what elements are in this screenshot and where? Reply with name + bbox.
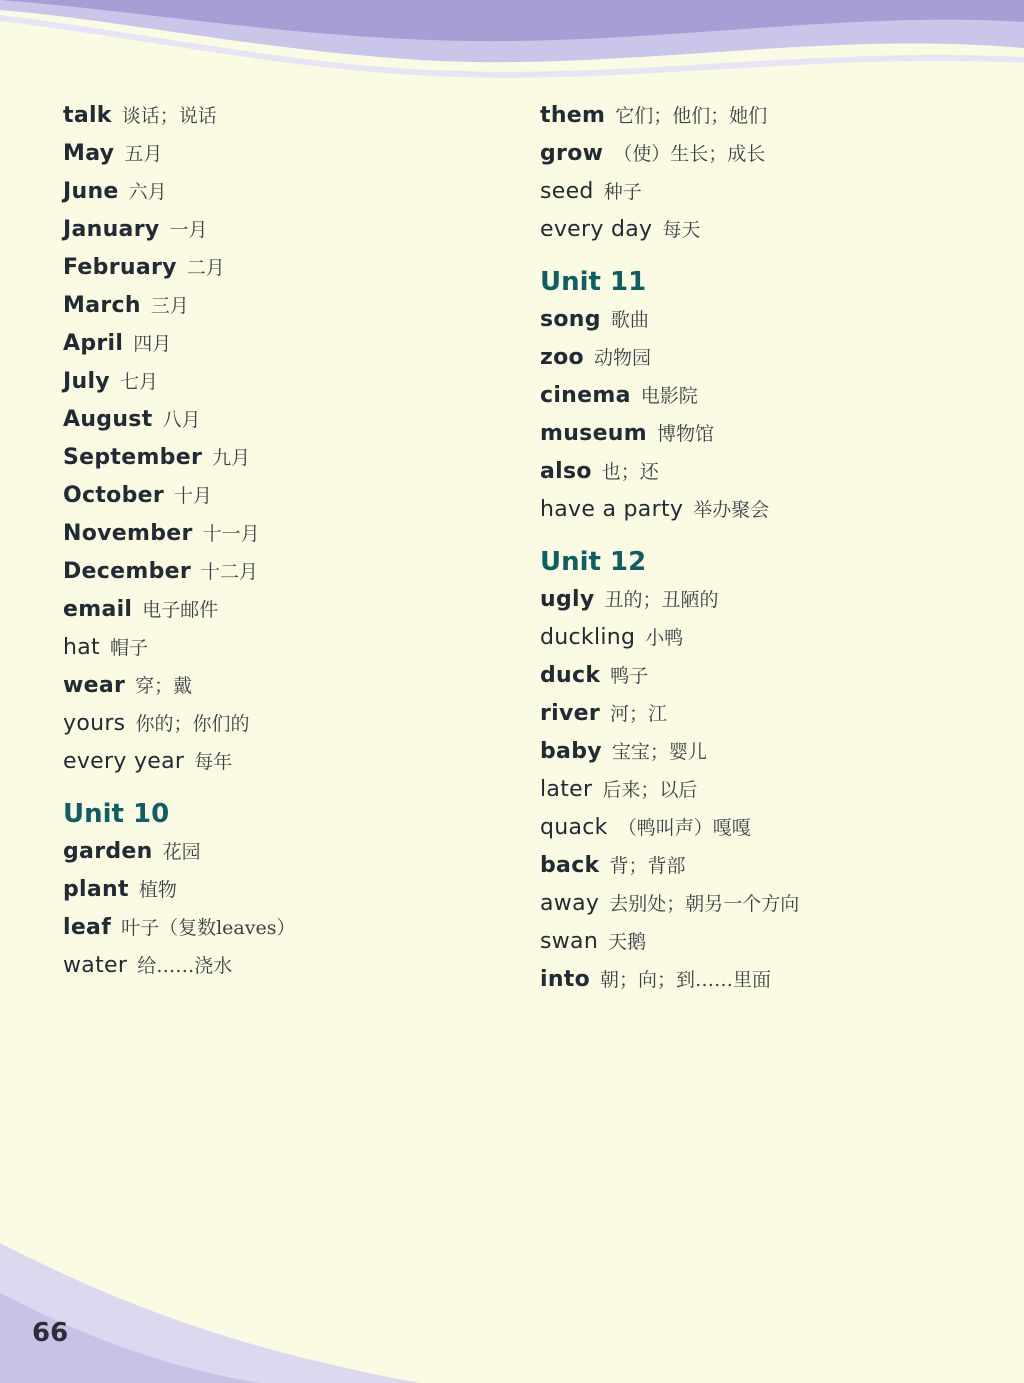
chinese-meaning: 歌曲 (610, 309, 649, 331)
vocabulary-entry (540, 657, 799, 695)
chinese-meaning: 十月 (174, 485, 213, 507)
vocabulary-entry (540, 885, 799, 923)
chinese-meaning: 每天 (662, 219, 701, 241)
english-word: quack (540, 815, 608, 840)
chinese-meaning: 一月 (169, 219, 208, 241)
vocabulary-entry (540, 809, 799, 847)
english-word: garden (63, 839, 153, 864)
english-word: swan (540, 929, 599, 954)
english-word: river (540, 701, 601, 726)
vocabulary-entry (63, 97, 295, 135)
english-word: museum (540, 421, 647, 446)
chinese-meaning: 丑的；丑陋的 (604, 589, 719, 611)
english-word: water (63, 953, 128, 978)
vocabulary-entry (540, 961, 799, 999)
chinese-meaning: 朝；向；到……里面 (600, 969, 772, 991)
unit-heading: Unit 10 (63, 799, 170, 829)
vocabulary-entry (540, 453, 799, 491)
english-word: every year (63, 749, 185, 774)
vocabulary-entry (540, 619, 799, 657)
english-word: February (63, 255, 177, 280)
vocabulary-entry (540, 771, 799, 809)
chinese-meaning: 宝宝；婴儿 (611, 741, 707, 763)
vocabulary-entry (63, 871, 295, 909)
vocabulary-entry (540, 415, 799, 453)
vocabulary-entry (540, 847, 799, 885)
vocabulary-entry (540, 733, 799, 771)
vocabulary-entry (63, 249, 295, 287)
chinese-meaning: 小鸭 (645, 627, 684, 649)
vocabulary-entry (540, 135, 799, 173)
chinese-meaning: 电影院 (640, 385, 698, 407)
english-word: July (63, 369, 110, 394)
english-word: ugly (540, 587, 595, 612)
vocabulary-entry (540, 339, 799, 377)
vocabulary-entry (540, 211, 799, 249)
vocabulary-entry (63, 325, 295, 363)
english-word: song (540, 307, 601, 332)
english-word: December (63, 559, 191, 584)
chinese-meaning: 动物园 (593, 347, 651, 369)
english-word: have a party (540, 497, 684, 522)
vocabulary-entry (540, 923, 799, 961)
english-word: grow (540, 141, 604, 166)
english-word: back (540, 853, 600, 878)
decorative-top-swoosh (0, 0, 1024, 110)
english-word: talk (63, 103, 112, 128)
english-word: October (63, 483, 164, 508)
vocabulary-entry (540, 301, 799, 339)
chinese-meaning: 花园 (162, 841, 201, 863)
vocabulary-entry (63, 287, 295, 325)
english-word: wear (63, 673, 126, 698)
chinese-meaning: 帽子 (109, 637, 148, 659)
vocabulary-entry (63, 909, 295, 947)
chinese-meaning: 十二月 (201, 561, 259, 583)
vocabulary-column-left (63, 97, 295, 985)
unit-heading: Unit 12 (540, 547, 647, 577)
chinese-meaning: 博物馆 (657, 423, 715, 445)
chinese-meaning: 穿；戴 (135, 675, 193, 697)
chinese-meaning: 九月 (212, 447, 251, 469)
english-word: yours (63, 711, 126, 736)
chinese-meaning: 你的；你们的 (135, 713, 250, 735)
page-number: 66 (32, 1318, 69, 1348)
english-word: September (63, 445, 203, 470)
vocabulary-entry (63, 667, 295, 705)
english-word: into (540, 967, 591, 992)
vocabulary-entry (540, 97, 799, 135)
english-word: January (63, 217, 160, 242)
vocabulary-entry (63, 363, 295, 401)
chinese-meaning: 去别处；朝另一个方向 (609, 893, 800, 915)
english-word: leaf (63, 915, 112, 940)
english-word: duck (540, 663, 601, 688)
vocabulary-entry (63, 211, 295, 249)
vocabulary-entry (540, 173, 799, 211)
vocabulary-entry (63, 439, 295, 477)
unit-heading: Unit 11 (540, 267, 647, 297)
chinese-meaning: 三月 (150, 295, 189, 317)
chinese-meaning: 七月 (119, 371, 158, 393)
chinese-meaning: 电子邮件 (142, 599, 219, 621)
chinese-meaning: 种子 (603, 181, 642, 203)
vocabulary-entry (540, 491, 799, 529)
vocabulary-entry (63, 705, 295, 743)
vocabulary-entry (63, 553, 295, 591)
chinese-meaning: （鸭叫声）嘎嘎 (617, 817, 751, 839)
english-word: June (63, 179, 119, 204)
decorative-bottom-swoosh (0, 1223, 420, 1383)
english-word: also (540, 459, 592, 484)
vocabulary-entry (63, 833, 295, 871)
english-word: away (540, 891, 600, 916)
english-word: zoo (540, 345, 584, 370)
vocabulary-entry (63, 515, 295, 553)
chinese-meaning: 五月 (124, 143, 163, 165)
vocabulary-entry (63, 629, 295, 667)
chinese-meaning: 植物 (138, 879, 177, 901)
vocabulary-entry (63, 477, 295, 515)
english-word: March (63, 293, 141, 318)
vocabulary-entry (540, 695, 799, 733)
english-word: hat (63, 635, 100, 660)
chinese-meaning: 每年 (194, 751, 233, 773)
english-word: November (63, 521, 193, 546)
chinese-meaning: 给……浇水 (137, 955, 233, 977)
chinese-meaning: 也；还 (601, 461, 659, 483)
vocabulary-entry (63, 135, 295, 173)
chinese-meaning: 后来；以后 (602, 779, 698, 801)
chinese-meaning: 天鹅 (608, 931, 647, 953)
english-word: them (540, 103, 606, 128)
chinese-meaning: 它们；他们；她们 (615, 105, 768, 127)
vocabulary-entry (63, 947, 295, 985)
chinese-meaning: 十一月 (202, 523, 260, 545)
english-word: April (63, 331, 124, 356)
vocabulary-entry (540, 581, 799, 619)
vocabulary-entry (63, 591, 295, 629)
english-word: cinema (540, 383, 631, 408)
english-word: plant (63, 877, 129, 902)
chinese-meaning: 背；背部 (609, 855, 686, 877)
chinese-meaning: 四月 (133, 333, 172, 355)
chinese-meaning: （使）生长；成长 (613, 143, 766, 165)
vocabulary-entry (63, 173, 295, 211)
chinese-meaning: 叶子（复数leaves） (121, 917, 296, 939)
english-word: email (63, 597, 133, 622)
chinese-meaning: 举办聚会 (693, 499, 770, 521)
english-word: seed (540, 179, 594, 204)
vocabulary-entry (63, 743, 295, 781)
chinese-meaning: 二月 (186, 257, 225, 279)
vocabulary-column-right (540, 97, 799, 999)
chinese-meaning: 谈话；说话 (121, 105, 217, 127)
english-word: August (63, 407, 153, 432)
chinese-meaning: 鸭子 (610, 665, 649, 687)
english-word: later (540, 777, 593, 802)
english-word: May (63, 141, 115, 166)
chinese-meaning: 河；江 (610, 703, 668, 725)
chinese-meaning: 八月 (162, 409, 201, 431)
english-word: duckling (540, 625, 636, 650)
chinese-meaning: 六月 (128, 181, 167, 203)
english-word: every day (540, 217, 653, 242)
vocabulary-entry (540, 377, 799, 415)
english-word: baby (540, 739, 602, 764)
vocabulary-entry (63, 401, 295, 439)
